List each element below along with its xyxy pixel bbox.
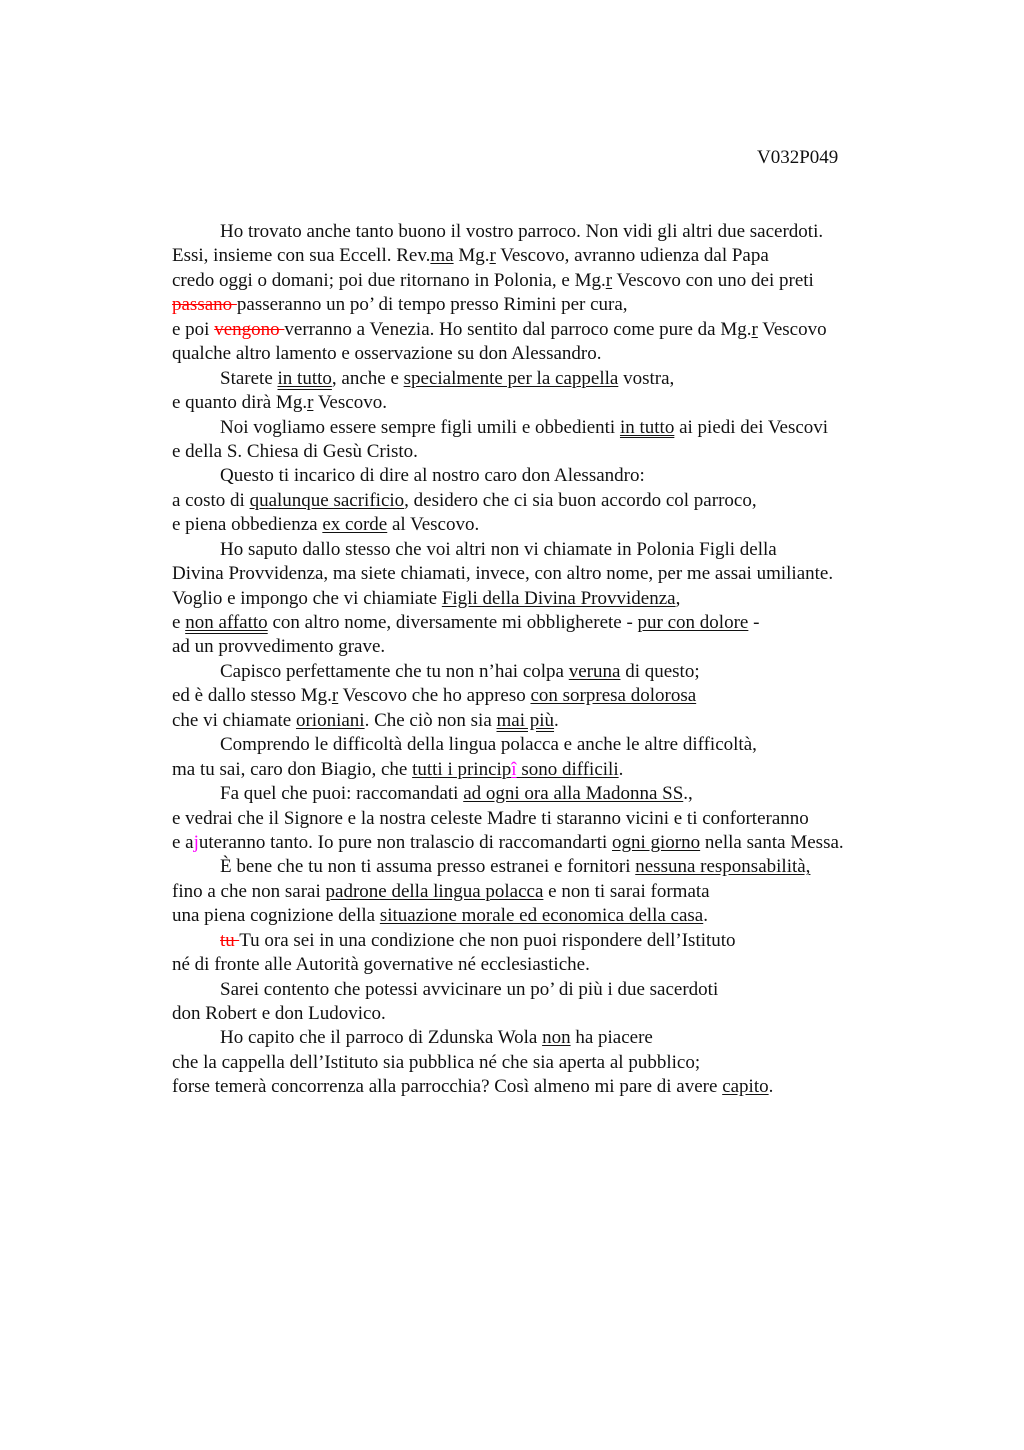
text-run: una piena cognizione della	[172, 905, 380, 927]
marked-text: non	[542, 1027, 571, 1049]
text-run: ha piacere	[570, 1027, 653, 1049]
text-line	[172, 929, 992, 953]
text-run: Comprendo le difficoltà della lingua polacca e anche le altre difficoltà,	[220, 734, 757, 756]
text-run: e piena obbedienza	[172, 514, 323, 536]
text-run: forse temerà concorrenza alla parrocchia? Così almeno mi pare di avere	[172, 1076, 723, 1098]
text-line	[172, 807, 992, 831]
text-line	[172, 1051, 992, 1075]
text-run: e poi	[172, 318, 215, 340]
text-run: Starete	[220, 367, 278, 389]
struck-text: tu	[220, 929, 240, 951]
text-run: .	[554, 709, 559, 731]
text-run: ,	[675, 587, 681, 609]
marked-text: non affatto	[185, 612, 268, 633]
text-run: .	[703, 905, 708, 927]
marked-text: ad ogni ora alla Madonna SS	[463, 783, 684, 805]
text-run: e non ti sarai formata	[543, 880, 710, 902]
marked-text: mai più	[496, 709, 555, 731]
letter-body	[172, 220, 992, 1100]
text-line	[172, 244, 992, 268]
text-line	[172, 342, 992, 366]
text-line	[172, 391, 992, 415]
text-run: Tu ora sei in una condizione che non puoi rispondere dell’Istituto	[239, 929, 736, 951]
text-run: Ho trovato anche tanto buono il vostro parroco. Non vidi gli altri due sacerdoti.	[220, 221, 824, 242]
marked-text: r	[751, 318, 758, 340]
text-run: né di fronte alle Autorità governative né ecclesiastiche.	[172, 954, 590, 976]
marked-text: ex corde	[322, 514, 388, 536]
text-run: , desidero che ci sia buon accordo col parroco,	[404, 489, 757, 511]
text-run: Divina Provvidenza, ma siete chiamati, invece, con altro nome, per me assai umiliante.	[172, 563, 834, 585]
struck-text: vengono	[214, 318, 285, 340]
marked-text: î	[511, 758, 517, 780]
text-line	[172, 318, 992, 342]
text-run: e	[172, 612, 186, 633]
text-line	[172, 978, 992, 1002]
text-run: e quanto dirà Mg.	[172, 392, 308, 414]
marked-text: con sorpresa dolorosa	[530, 685, 697, 707]
text-line	[172, 855, 992, 879]
text-run: passeranno un po’ di tempo presso Rimini per cura,	[236, 294, 628, 316]
text-run: Vescovo.	[313, 392, 387, 414]
text-line	[172, 293, 992, 317]
text-line	[172, 562, 992, 586]
text-run: e a	[172, 831, 194, 853]
text-line	[172, 709, 992, 733]
text-run: Sarei contento che potessi avvicinare un po’ di più i due sacerdoti	[220, 978, 719, 1000]
marked-text: r	[331, 685, 339, 707]
text-run: , anche e	[331, 367, 404, 389]
text-run: .	[618, 758, 624, 780]
marked-text: Figli della Divina Provvidenza	[441, 587, 676, 609]
text-run: Noi vogliamo essere sempre figli umili e obbedienti	[220, 416, 620, 438]
text-run: ma tu sai, caro don Biagio, che	[172, 758, 413, 780]
text-line	[172, 904, 992, 928]
text-run: Vescovo che ho appreso	[338, 685, 531, 707]
text-run: qualche altro lamento e osservazione su don Alessandro.	[172, 343, 602, 365]
text-line	[172, 880, 992, 904]
text-line	[172, 440, 992, 464]
text-line	[172, 1075, 992, 1099]
marked-text: ogni giorno	[612, 831, 701, 853]
text-run: a costo di	[172, 489, 250, 511]
page-identifier: V032P049	[757, 147, 839, 168]
text-run: Mg.	[453, 245, 490, 267]
text-line	[172, 587, 992, 611]
text-run: e vedrai che il Signore e la nostra celeste Madre ti staranno vicini e ti conforteranno	[172, 807, 809, 829]
text-run: Voglio e impongo che vi chiamiate	[172, 587, 442, 609]
text-run: ad un provvedimento grave.	[172, 636, 386, 658]
text-line	[172, 416, 992, 440]
text-line	[172, 611, 992, 635]
text-run: ed è dallo stesso Mg.	[172, 685, 332, 707]
text-line	[172, 635, 992, 659]
marked-text: in tutto	[277, 367, 332, 389]
text-run: -	[748, 612, 760, 633]
text-run: Essi, insieme con sua Eccell. Rev.	[172, 245, 431, 267]
marked-text: r	[489, 245, 496, 267]
text-run: credo oggi o domani; poi due ritornano in Polonia, e Mg.	[172, 269, 606, 291]
text-run: Ho capito che il parroco di Zdunska Wola	[220, 1027, 543, 1049]
text-run: che la cappella dell’Istituto sia pubblica né che sia aperta al pubblico;	[172, 1051, 701, 1073]
marked-text: veruna	[568, 660, 621, 682]
text-line	[172, 782, 992, 806]
text-run: che vi chiamate	[172, 709, 296, 731]
text-run: verranno a Venezia. Ho sentito dal parroco come pure da Mg.	[284, 318, 752, 340]
text-run: fino a che non sarai	[172, 880, 326, 902]
text-run: vostra,	[618, 367, 675, 389]
text-line	[172, 220, 992, 244]
marked-text: tutti i princip	[412, 758, 512, 780]
text-run: . Che ciò non sia	[364, 709, 497, 731]
text-line	[172, 1026, 992, 1050]
text-run: Vescovo, avranno udienza dal Papa	[495, 245, 769, 267]
text-line	[172, 489, 992, 513]
marked-text: padrone della lingua polacca	[325, 880, 544, 902]
marked-text: capito	[722, 1076, 769, 1098]
marked-text: j	[193, 831, 199, 853]
text-line	[172, 660, 992, 684]
text-run: Vescovo	[757, 318, 827, 340]
text-run: .,	[683, 783, 693, 805]
marked-text: sono difficili	[516, 758, 619, 780]
marked-text: nessuna responsabilità,	[635, 856, 811, 878]
text-line	[172, 733, 992, 757]
struck-text: passano	[172, 294, 237, 316]
marked-text: qualunque sacrificio	[249, 489, 405, 511]
text-line	[172, 464, 992, 488]
text-line	[172, 513, 992, 537]
text-run: Fa quel che puoi: raccomandati	[220, 783, 464, 805]
text-run: con altro nome, diversamente mi obbligherete -	[267, 612, 638, 633]
text-run: don Robert e don Ludovico.	[172, 1003, 386, 1024]
marked-text: r	[307, 392, 314, 414]
text-run: .	[768, 1076, 774, 1098]
text-line	[172, 953, 992, 977]
marked-text: specialmente per la cappella	[403, 367, 619, 389]
marked-text: in tutto	[619, 416, 675, 438]
text-line	[172, 831, 992, 855]
text-run: e della S. Chiesa di Gesù Cristo.	[172, 440, 418, 462]
text-run: nella santa Messa.	[700, 831, 844, 853]
text-line	[172, 684, 992, 708]
marked-text: r	[605, 269, 613, 291]
text-run: Ho saputo dallo stesso che voi altri non vi chiamate in Polonia Figli della	[220, 538, 777, 560]
text-run: Vescovo con uno dei preti	[612, 269, 814, 291]
text-run: al Vescovo.	[387, 514, 480, 536]
text-line	[172, 367, 992, 391]
text-run: ai piedi dei Vescovi	[674, 416, 829, 438]
marked-text: situazione morale ed economica della casa	[379, 905, 704, 927]
text-line	[172, 1002, 992, 1026]
text-run: Questo ti incarico di dire al nostro caro don Alessandro:	[220, 465, 645, 487]
marked-text: pur con dolore	[637, 612, 749, 633]
text-line	[172, 538, 992, 562]
text-run: Capisco perfettamente che tu non n’hai colpa	[220, 660, 569, 682]
text-run: di questo;	[620, 660, 700, 682]
text-line	[172, 758, 992, 782]
text-run: uteranno tanto. Io pure non tralascio di raccomandarti	[198, 831, 612, 853]
text-line	[172, 269, 992, 293]
marked-text: ma	[430, 245, 454, 267]
text-run: È bene che tu non ti assuma presso estranei e fornitori	[220, 856, 636, 878]
marked-text: orioniani	[295, 709, 365, 731]
